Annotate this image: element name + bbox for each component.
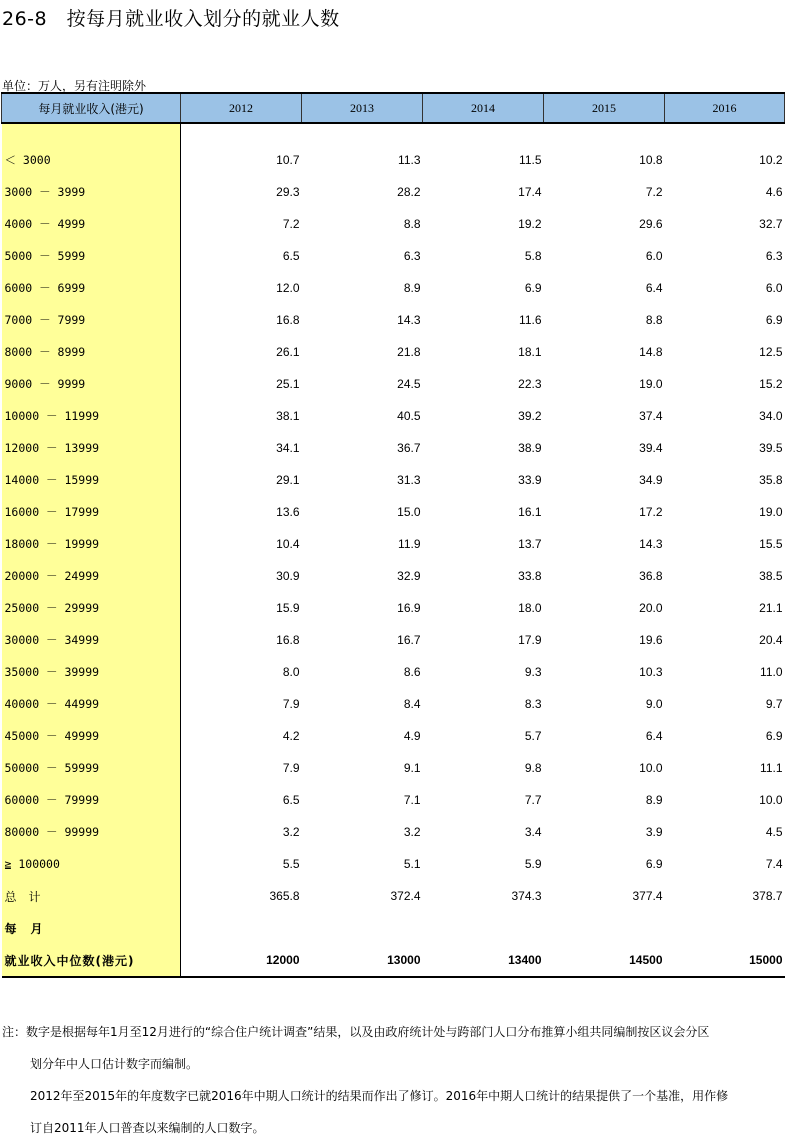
cell-value: 34.1 [276, 441, 300, 455]
table-row [2, 752, 785, 784]
cell-value: 6.9 [645, 857, 663, 871]
cell-value: 4.9 [403, 729, 421, 743]
cell-value: 16.9 [397, 601, 421, 615]
cell-value: 36.8 [639, 569, 663, 583]
cell-value: 11.3 [398, 153, 421, 167]
cell-value: 18.1 [518, 345, 542, 359]
cell-value: 5.9 [524, 857, 542, 871]
cell-value: 35.8 [759, 473, 783, 487]
row-label: 14000 － 15999 [2, 464, 181, 496]
cell-value: 6.5 [282, 249, 300, 263]
cell-value: 40.5 [397, 409, 421, 423]
cell-value: 7.2 [645, 185, 663, 199]
cell-value: 26.1 [276, 345, 300, 359]
header-row [2, 93, 785, 123]
cell-value: 3.9 [645, 825, 663, 839]
header-year: 2014 [423, 93, 544, 123]
cell-value: 11.9 [398, 537, 421, 551]
cell-value: 4.2 [282, 729, 300, 743]
row-label: 25000 － 29999 [2, 592, 181, 624]
cell-value: 12.5 [759, 345, 783, 359]
cell-value: 3.4 [524, 825, 542, 839]
cell-value: 14500 [544, 944, 665, 977]
cell-value: 6.9 [524, 281, 542, 295]
cell-value: 9.1 [403, 761, 421, 775]
cell-value: 6.4 [645, 281, 663, 295]
row-label: 9000 － 9999 [2, 368, 181, 400]
table-row [2, 240, 785, 272]
cell-value: 10.4 [276, 537, 300, 551]
cell-value: 6.0 [765, 281, 783, 295]
cell-value [181, 912, 302, 944]
table-row [2, 720, 785, 752]
cell-value: 6.5 [282, 793, 300, 807]
cell-value: 39.5 [759, 441, 783, 455]
cell-value: 6.4 [645, 729, 663, 743]
table-row [2, 816, 785, 848]
cell-value: 4.5 [765, 825, 783, 839]
cell-value: 38.5 [759, 569, 783, 583]
cell-value: 8.3 [524, 697, 542, 711]
row-label: 4000 － 4999 [2, 208, 181, 240]
cell-value: 18.0 [518, 601, 542, 615]
table-row [2, 496, 785, 528]
cell-value [544, 912, 665, 944]
employment-table [1, 92, 785, 978]
cell-value: 3.2 [403, 825, 421, 839]
cell-value: 20.0 [639, 601, 663, 615]
cell-value: 7.9 [282, 697, 300, 711]
page-title: 26-8 按每月就业收入划分的就业人数 [2, 8, 340, 30]
cell-value: 16.7 [397, 633, 421, 647]
note-line: 订自2011年人口普查以来编制的人口数字。 [30, 1121, 265, 1135]
table-row [2, 880, 785, 912]
cell-value: 5.1 [403, 857, 421, 871]
cell-value: 7.9 [282, 761, 300, 775]
cell-value: 5.8 [524, 249, 542, 263]
cell-value: 29.6 [639, 217, 663, 231]
cell-value: 22.3 [518, 377, 542, 391]
cell-value: 11.0 [760, 665, 783, 679]
row-label: 3000 － 3999 [2, 176, 181, 208]
cell-value: 10.3 [639, 665, 663, 679]
cell-value: 16.1 [518, 505, 542, 519]
cell-value: 10.0 [759, 793, 783, 807]
cell-value: 39.2 [518, 409, 542, 423]
row-label: 45000 － 49999 [2, 720, 181, 752]
cell-value: 7.4 [765, 857, 783, 871]
cell-value: 38.1 [276, 409, 300, 423]
cell-value: 13.7 [518, 537, 542, 551]
cell-value: 11.1 [760, 761, 783, 775]
row-label: ＜ 3000 [2, 144, 181, 176]
cell-value: 13000 [302, 944, 423, 977]
note-line: 注：数字是根据每年1月至12月进行的“综合住户统计调查”结果，以及由政府统计处与跨部门人口分布推算小组共同编制按区议会分区 [2, 1025, 710, 1039]
unit-note: 单位：万人，另有注明除外 [2, 79, 147, 93]
cell-value: 39.4 [639, 441, 663, 455]
cell-value: 5.7 [524, 729, 542, 743]
cell-value: 6.3 [403, 249, 421, 263]
cell-value: 8.8 [645, 313, 663, 327]
cell-value: 28.2 [397, 185, 421, 199]
cell-value: 17.2 [639, 505, 663, 519]
cell-value: 30.9 [276, 569, 300, 583]
table-row [2, 528, 785, 560]
cell-value: 8.6 [403, 665, 421, 679]
table-row [2, 144, 785, 176]
row-label: 20000 － 24999 [2, 560, 181, 592]
cell-value: 31.3 [397, 473, 421, 487]
cell-value: 377.4 [632, 889, 663, 903]
row-label: 总 计 [2, 880, 181, 912]
cell-value: 32.9 [397, 569, 421, 583]
table-row [2, 656, 785, 688]
table-row [2, 560, 785, 592]
cell-value: 7.7 [524, 793, 542, 807]
row-label: 40000 － 44999 [2, 688, 181, 720]
cell-value: 365.8 [269, 889, 300, 903]
header-year: 2013 [302, 93, 423, 123]
cell-value [665, 912, 785, 944]
cell-value: 37.4 [639, 409, 663, 423]
notes [2, 1016, 782, 1144]
row-label: 35000 － 39999 [2, 656, 181, 688]
cell-value: 10.0 [639, 761, 663, 775]
cell-value: 10.8 [639, 153, 663, 167]
row-label: 50000 － 59999 [2, 752, 181, 784]
note-line: 2012年至2015年的年度数字已就2016年中期人口统计的结果而作出了修订。2016年中期人口统计的结果提供了一个基准，用作修 [30, 1089, 729, 1103]
row-label: ≧ 100000 [2, 848, 181, 880]
cell-value: 8.9 [645, 793, 663, 807]
cell-value: 10.7 [276, 153, 300, 167]
table-row [2, 624, 785, 656]
cell-value: 7.1 [403, 793, 421, 807]
table-row [2, 304, 785, 336]
row-label: 10000 － 11999 [2, 400, 181, 432]
cell-value: 12.0 [276, 281, 300, 295]
cell-value: 19.0 [759, 505, 783, 519]
table-row [2, 688, 785, 720]
cell-value: 15.2 [759, 377, 783, 391]
cell-value: 14.3 [639, 537, 663, 551]
table-row [2, 208, 785, 240]
header-year: 2015 [544, 93, 665, 123]
cell-value: 15000 [665, 944, 785, 977]
table-row [2, 944, 785, 977]
row-label: 16000 － 17999 [2, 496, 181, 528]
table-row [2, 432, 785, 464]
cell-value: 15.9 [276, 601, 300, 615]
row-label: 7000 － 7999 [2, 304, 181, 336]
cell-value: 19.6 [639, 633, 663, 647]
cell-value: 12000 [181, 944, 302, 977]
cell-value: 15.5 [759, 537, 783, 551]
row-label: 8000 － 8999 [2, 336, 181, 368]
cell-value: 32.7 [759, 217, 783, 231]
table-row [2, 272, 785, 304]
cell-value: 11.5 [519, 153, 542, 167]
cell-value: 16.8 [276, 313, 300, 327]
header-income-label: 每月就业收入(港元) [2, 93, 181, 123]
spacer-row [2, 123, 785, 144]
cell-value: 374.3 [511, 889, 542, 903]
cell-value: 14.3 [397, 313, 421, 327]
row-label: 60000 － 79999 [2, 784, 181, 816]
cell-value: 9.3 [524, 665, 542, 679]
cell-value: 14.8 [639, 345, 663, 359]
table-row [2, 848, 785, 880]
cell-value: 13.6 [276, 505, 300, 519]
table-row [2, 336, 785, 368]
cell-value: 8.0 [282, 665, 300, 679]
cell-value: 3.2 [282, 825, 300, 839]
cell-value: 36.7 [397, 441, 421, 455]
cell-value: 4.6 [765, 185, 783, 199]
cell-value: 13400 [423, 944, 544, 977]
row-label: 30000 － 34999 [2, 624, 181, 656]
cell-value: 17.9 [518, 633, 542, 647]
table-row [2, 784, 785, 816]
table-row [2, 368, 785, 400]
row-label: 就业收入中位数(港元) [2, 944, 181, 977]
cell-value [302, 912, 423, 944]
cell-value: 38.9 [518, 441, 542, 455]
cell-value: 15.0 [397, 505, 421, 519]
table-row [2, 400, 785, 432]
cell-value: 16.8 [276, 633, 300, 647]
cell-value: 24.5 [397, 377, 421, 391]
cell-value: 8.8 [403, 217, 421, 231]
header-year: 2012 [181, 93, 302, 123]
table-row [2, 912, 785, 944]
cell-value: 19.2 [518, 217, 542, 231]
cell-value: 9.8 [524, 761, 542, 775]
cell-value: 6.9 [765, 313, 783, 327]
row-label: 18000 － 19999 [2, 528, 181, 560]
cell-value: 9.7 [765, 697, 783, 711]
cell-value: 5.5 [282, 857, 300, 871]
cell-value: 9.0 [645, 697, 663, 711]
cell-value: 378.7 [752, 889, 783, 903]
cell-value: 34.9 [639, 473, 663, 487]
cell-value: 8.9 [403, 281, 421, 295]
cell-value: 19.0 [639, 377, 663, 391]
cell-value: 20.4 [759, 633, 783, 647]
cell-value: 17.4 [518, 185, 542, 199]
cell-value: 11.6 [519, 313, 542, 327]
cell-value: 21.1 [759, 601, 783, 615]
cell-value: 6.9 [765, 729, 783, 743]
cell-value: 7.2 [282, 217, 300, 231]
cell-value: 8.4 [403, 697, 421, 711]
note-line: 划分年中人口估计数字而编制。 [30, 1057, 199, 1071]
cell-value: 29.3 [276, 185, 300, 199]
cell-value: 10.2 [759, 153, 783, 167]
cell-value: 34.0 [759, 409, 783, 423]
row-label: 每 月 [2, 912, 181, 944]
table-row [2, 592, 785, 624]
cell-value: 25.1 [276, 377, 300, 391]
table-row [2, 176, 785, 208]
row-label: 6000 － 6999 [2, 272, 181, 304]
cell-value: 6.0 [645, 249, 663, 263]
cell-value: 33.8 [518, 569, 542, 583]
header-year: 2016 [665, 93, 785, 123]
cell-value: 372.4 [390, 889, 421, 903]
cell-value: 6.3 [765, 249, 783, 263]
row-label: 12000 － 13999 [2, 432, 181, 464]
cell-value: 33.9 [518, 473, 542, 487]
table-row [2, 464, 785, 496]
cell-value: 21.8 [397, 345, 421, 359]
cell-value [423, 912, 544, 944]
row-label: 80000 － 99999 [2, 816, 181, 848]
row-label: 5000 － 5999 [2, 240, 181, 272]
cell-value: 29.1 [276, 473, 300, 487]
